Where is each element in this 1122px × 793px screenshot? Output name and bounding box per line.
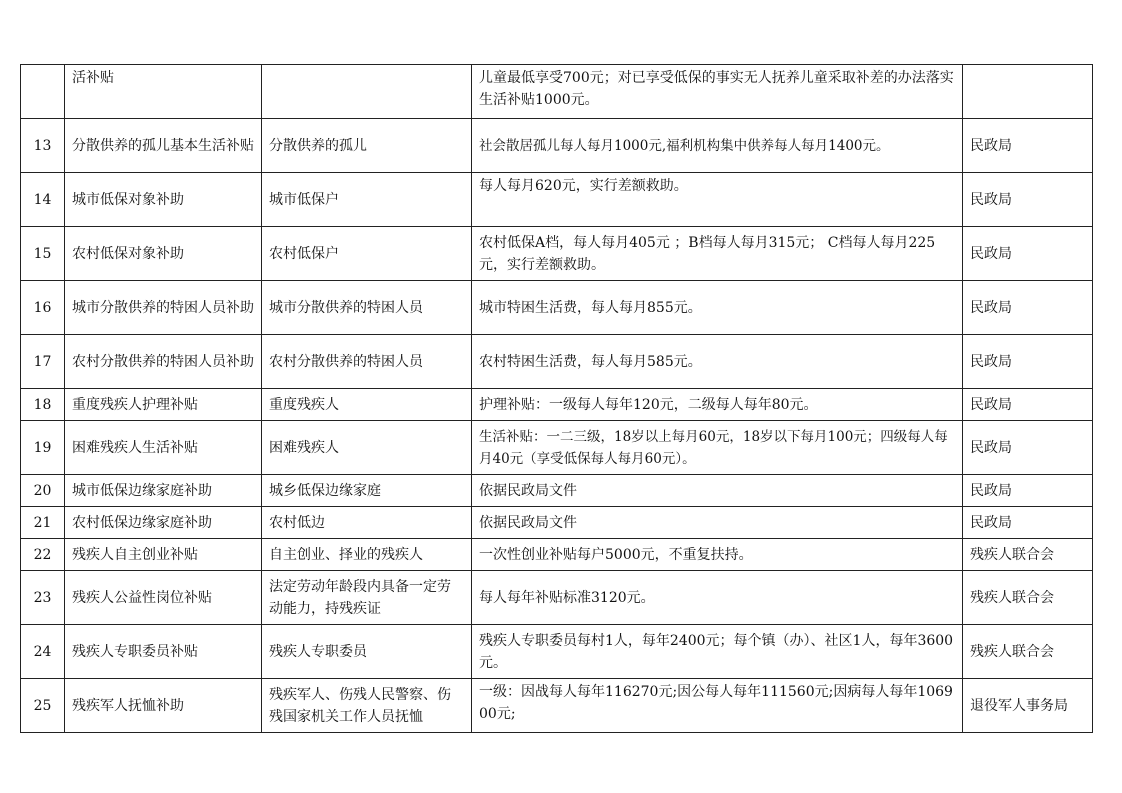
target-cell (262, 65, 472, 119)
target-cell: 自主创业、择业的残疾人 (262, 539, 472, 571)
department-cell: 民政局 (963, 281, 1093, 335)
row-number-cell: 25 (21, 679, 65, 733)
department-cell: 民政局 (963, 389, 1093, 421)
target-cell: 残疾人专职委员 (262, 625, 472, 679)
table-row (21, 173, 1093, 227)
row-number-cell: 17 (21, 335, 65, 389)
standard-cell: 护理补贴：一级每人每年120元，二级每人每年80元。 (472, 389, 963, 421)
standard-cell: 农村低保A档，每人每月405元 ；B档每人每月315元； C档每人每月225元，实行差额救助。 (472, 227, 963, 281)
standard-cell: 一次性创业补贴每户5000元，不重复扶持。 (472, 539, 963, 571)
row-number-cell: 13 (21, 119, 65, 173)
subsidy-name-cell: 农村低保边缘家庭补助 (65, 507, 262, 539)
standard-cell: 农村特困生活费，每人每月585元。 (472, 335, 963, 389)
table-row (21, 625, 1093, 679)
row-number-cell: 22 (21, 539, 65, 571)
subsidy-name-cell: 重度残疾人护理补贴 (65, 389, 262, 421)
target-cell: 农村低保户 (262, 227, 472, 281)
table-row (21, 65, 1093, 119)
row-number-cell (21, 65, 65, 119)
table-row (21, 119, 1093, 173)
target-cell: 法定劳动年龄段内具备一定劳动能力，持残疾证 (262, 571, 472, 625)
standard-cell: 每人每月620元，实行差额救助。 (472, 173, 963, 227)
row-number-cell: 14 (21, 173, 65, 227)
subsidy-name-cell: 城市分散供养的特困人员补助 (65, 281, 262, 335)
subsidy-name-cell: 城市低保对象补助 (65, 173, 262, 227)
target-cell: 重度残疾人 (262, 389, 472, 421)
standard-cell: 生活补贴：一二三级，18岁以上每月60元，18岁以下每月100元；四级每人每月40元（享受低保每人每月60元）。 (472, 421, 963, 475)
row-number-cell: 23 (21, 571, 65, 625)
subsidy-name-cell: 残疾人自主创业补贴 (65, 539, 262, 571)
department-cell: 残疾人联合会 (963, 571, 1093, 625)
target-cell: 城市低保户 (262, 173, 472, 227)
standard-cell: 儿童最低享受700元；对已享受低保的事实无人抚养儿童采取补差的办法落实生活补贴1000元。 (472, 65, 963, 119)
subsidy-table (20, 64, 1093, 733)
subsidy-name-cell: 残疾人公益性岗位补贴 (65, 571, 262, 625)
row-number-cell: 24 (21, 625, 65, 679)
table-row (21, 389, 1093, 421)
department-cell: 民政局 (963, 173, 1093, 227)
table-row (21, 679, 1093, 733)
table-row (21, 507, 1093, 539)
table-row (21, 281, 1093, 335)
table-row (21, 227, 1093, 281)
subsidy-name-cell: 残疾军人抚恤补助 (65, 679, 262, 733)
department-cell: 民政局 (963, 335, 1093, 389)
target-cell: 困难残疾人 (262, 421, 472, 475)
department-cell: 残疾人联合会 (963, 625, 1093, 679)
target-cell: 农村分散供养的特困人员 (262, 335, 472, 389)
subsidy-name-cell: 农村分散供养的特困人员补助 (65, 335, 262, 389)
table-row (21, 539, 1093, 571)
standard-cell: 残疾人专职委员每村1人，每年2400元；每个镇（办）、社区1人，每年3600元。 (472, 625, 963, 679)
row-number-cell: 21 (21, 507, 65, 539)
table-row (21, 475, 1093, 507)
department-cell: 民政局 (963, 475, 1093, 507)
department-cell: 民政局 (963, 507, 1093, 539)
standard-cell: 社会散居孤儿每人每月1000元,福利机构集中供养每人每月1400元。 (472, 119, 963, 173)
department-cell: 民政局 (963, 421, 1093, 475)
standard-cell: 一级：因战每人每年116270元;因公每人每年111560元;因病每人每年106900元; (472, 679, 963, 733)
row-number-cell: 16 (21, 281, 65, 335)
target-cell: 分散供养的孤儿 (262, 119, 472, 173)
standard-cell: 城市特困生活费，每人每月855元。 (472, 281, 963, 335)
row-number-cell: 20 (21, 475, 65, 507)
department-cell: 退役军人事务局 (963, 679, 1093, 733)
subsidy-name-cell: 残疾人专职委员补贴 (65, 625, 262, 679)
subsidy-name-cell: 农村低保对象补助 (65, 227, 262, 281)
subsidy-name-cell: 活补贴 (65, 65, 262, 119)
target-cell: 城乡低保边缘家庭 (262, 475, 472, 507)
table-row (21, 571, 1093, 625)
standard-cell: 依据民政局文件 (472, 475, 963, 507)
subsidy-name-cell: 困难残疾人生活补贴 (65, 421, 262, 475)
target-cell: 城市分散供养的特困人员 (262, 281, 472, 335)
target-cell: 残疾军人、伤残人民警察、伤残国家机关工作人员抚恤 (262, 679, 472, 733)
table-row (21, 335, 1093, 389)
row-number-cell: 19 (21, 421, 65, 475)
row-number-cell: 15 (21, 227, 65, 281)
table-row (21, 421, 1093, 475)
department-cell: 民政局 (963, 227, 1093, 281)
department-cell: 残疾人联合会 (963, 539, 1093, 571)
subsidy-name-cell: 分散供养的孤儿基本生活补贴 (65, 119, 262, 173)
standard-cell: 每人每年补贴标准3120元。 (472, 571, 963, 625)
row-number-cell: 18 (21, 389, 65, 421)
subsidy-name-cell: 城市低保边缘家庭补助 (65, 475, 262, 507)
target-cell: 农村低边 (262, 507, 472, 539)
standard-cell: 依据民政局文件 (472, 507, 963, 539)
department-cell: 民政局 (963, 119, 1093, 173)
department-cell (963, 65, 1093, 119)
